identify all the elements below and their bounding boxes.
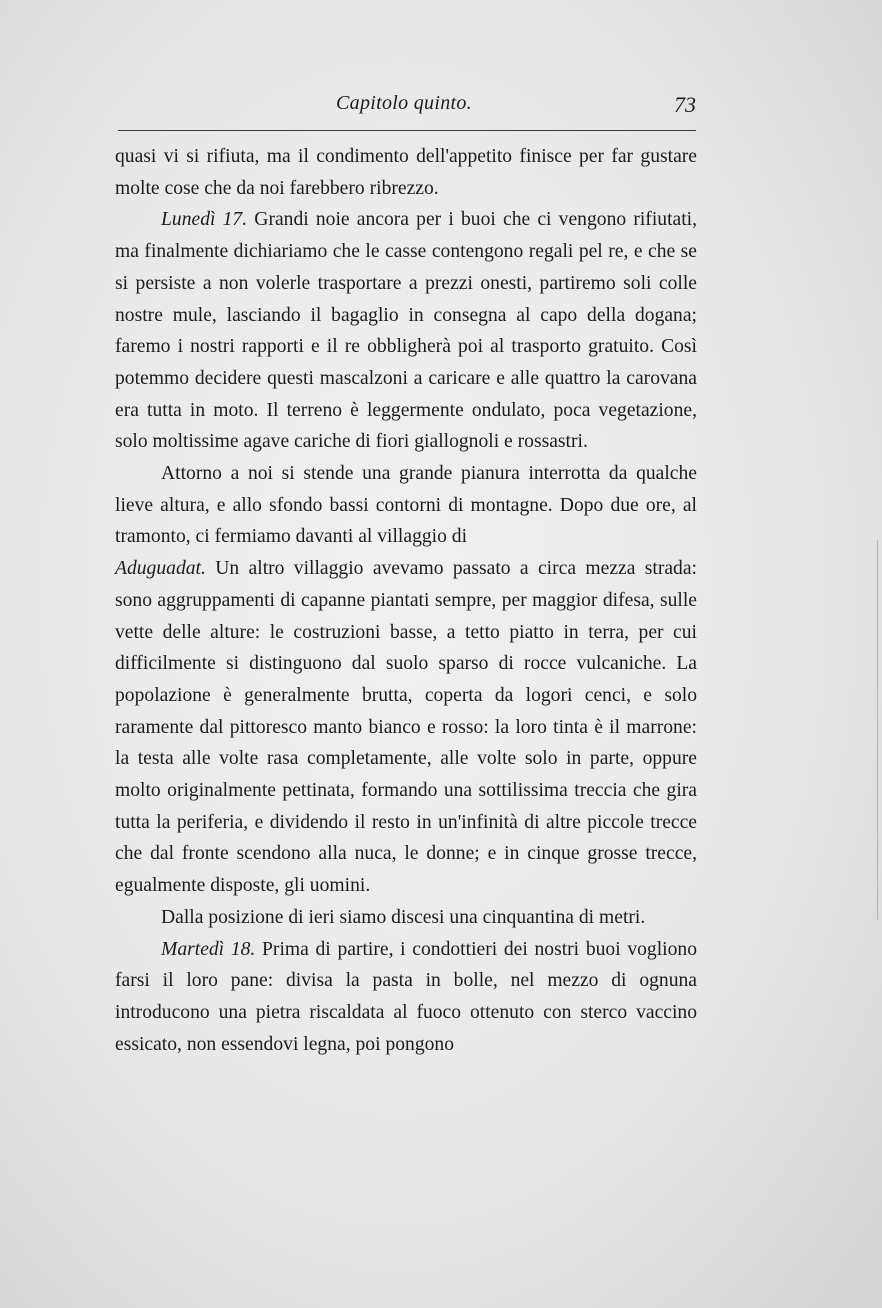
paragraph-1 — [115, 141, 697, 204]
paragraph-5 — [115, 934, 697, 1061]
paragraph-5-text: Prima di partire, i condottieri dei nostri buoi vogliono farsi il loro pane: divisa la pasta in bolle, nel mezzo di ognuna introducono una pietra riscaldata al fuoco ottenuto con sterco vaccino essicato, non essendovi legna, poi pongono — [115, 938, 698, 1055]
paragraph-4 — [115, 902, 697, 934]
page-edge-shadow — [871, 540, 878, 920]
paragraph-2-text: Grandi noie ancora per i buoi che ci vengono rifiutati, ma finalmente dichiariamo che le casse contengono regali pel re, e che se si persiste a non volerle trasportare a prezzi onesti, partiremo soli colle nostre mule, lasciando il bagaglio in consegna al capo della dogana; faremo i nostri rapporti e il re obbligherà poi al trasporto gratuito. Così potemmo decidere questi mascalzoni a caricare e alle quattro la carovana era tutta in moto. Il terreno è leggermente ondulato, poca vegetazione, solo moltissime agave cariche di fiori giallognoli e rossastri. — [115, 209, 697, 453]
date-heading-lunedi: Lunedì 17. — [161, 209, 248, 231]
paragraph-4-text: Dalla posizione di ieri siamo discesi una cinquantina di metri. — [161, 906, 646, 928]
header-rule — [118, 130, 696, 131]
page-number: 73 — [674, 92, 696, 117]
body-text — [115, 141, 697, 1060]
date-heading-martedi: Martedì 18. — [161, 938, 256, 960]
place-name: Aduguadat. — [115, 558, 206, 580]
running-title: Capitolo quinto. — [336, 92, 472, 114]
page-header — [112, 92, 696, 126]
paragraph-3 — [115, 458, 697, 902]
paragraph-3-text-a: Attorno a noi si stende una grande pianura interrotta da qualche lieve altura, e allo sfondo bassi contorni di montagne. Dopo due ore, al tramonto, ci fermiamo davanti al villaggio di — [115, 463, 697, 548]
paragraph-2 — [115, 204, 697, 458]
paragraph-1-text: quasi vi si rifiuta, ma il condimento dell'appetito finisce per far gustare molte cose che da noi farebbero ribrezzo. — [115, 146, 697, 199]
paragraph-3-text-b: Un altro villaggio avevamo passato a circa mezza strada: sono aggruppamenti di capanne piantati sempre, per maggior difesa, sulle vette delle alture: le costruzioni basse, a tetto piatto in terra, per cui difficilmente si distinguono dal suolo sparso di rocce vulcaniche. La popolazione è generalmente brutta, coperta da logori cenci, e solo raramente dal pittoresco manto bianco e rosso: la loro tinta è il marrone: la testa alle volte rasa completamente, alle volte solo in parte, oppure molto originalmente pettinata, formando una sottilissima treccia che gira tutta la periferia, e dividendo il resto in un'infinità di altre piccole trecce che dal fronte scendono alla nuca, le donne; e in cinque grosse trecce, egualmente disposte, gli uomini. — [115, 558, 697, 897]
